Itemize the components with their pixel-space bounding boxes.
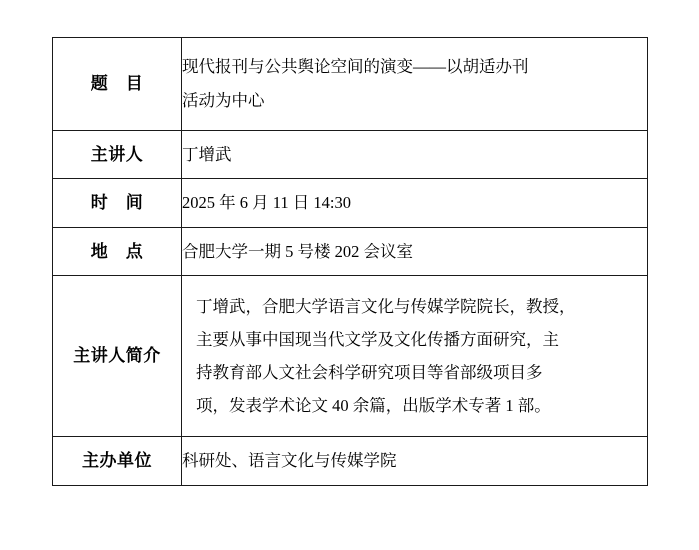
row-value-time: 2025 年 6 月 11 日 14:30 (182, 179, 648, 228)
table-row-organizer (53, 437, 648, 486)
row-value-title (182, 38, 648, 131)
table-row-speaker (53, 130, 648, 179)
row-label-speaker: 主讲人 (53, 130, 182, 179)
row-label-time: 时 间 (53, 179, 182, 228)
row-value-place: 合肥大学一期 5 号楼 202 会议室 (182, 227, 648, 276)
bio-line-3: 持教育部人文社会科学研究项目等省部级项目多 (196, 363, 543, 383)
table-row-biography (53, 276, 648, 437)
table-row-title (53, 38, 648, 131)
bio-line-1: 丁增武，合肥大学语言文化与传媒学院院长，教授， (196, 297, 576, 317)
table-row-place (53, 227, 648, 276)
bio-line-2: 主要从事中国现当代文学及文化传播方面研究，主 (196, 330, 559, 350)
row-label-organizer: 主办单位 (53, 437, 182, 486)
table-row-time (53, 179, 648, 228)
row-label-place: 地 点 (53, 227, 182, 276)
title-line-1: 现代报刊与公共舆论空间的演变——以胡适办刊 (182, 57, 529, 76)
lecture-info-table (52, 37, 648, 486)
row-label-biography: 主讲人简介 (53, 276, 182, 437)
row-value-organizer: 科研处、语言文化与传媒学院 (182, 437, 648, 486)
title-line-2: 活动为中心 (182, 90, 265, 110)
bio-line-4: 项，发表学术论文 40 余篇，出版学术专著 1 部。 (196, 396, 551, 416)
row-value-biography (182, 276, 648, 437)
row-label-title: 题 目 (53, 38, 182, 131)
row-value-speaker: 丁增武 (182, 130, 648, 179)
